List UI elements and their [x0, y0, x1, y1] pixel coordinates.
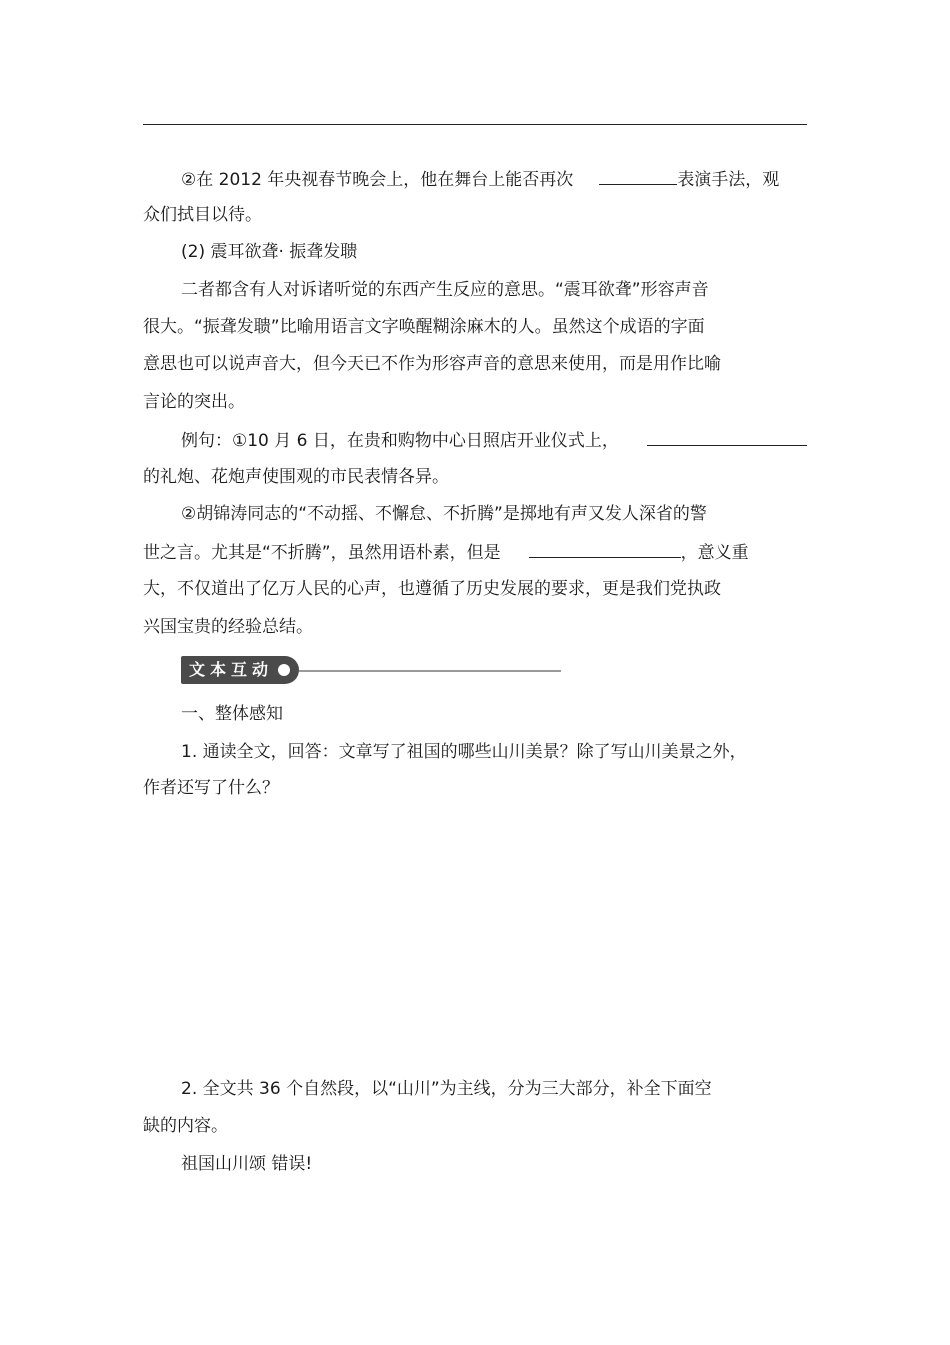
fill-blank[interactable] [529, 541, 681, 558]
explanation-line-1: 二者都含有人对诉诸听觉的东西产生反应的意思。“震耳欲聋”形容声音 [181, 280, 709, 300]
text-segment: 世之言。尤其是“不折腾”，虽然用语朴素，但是 [143, 543, 501, 563]
header-rule [143, 124, 807, 125]
example-sentence-2-line-1 [181, 168, 779, 190]
idiom-pair-heading: (2) 震耳欲聋· 振聋发聩 [181, 242, 358, 262]
text-segment: ②在 2012 年央视春节晚会上，他在舞台上能否再次 [181, 170, 574, 190]
example-2-line-4: 兴国宝贵的经验总结。 [143, 617, 313, 637]
text-segment: 例句：①10 月 6 日，在贵和购物中心日照店开业仪式上， [181, 431, 619, 451]
question-2-line-3: 祖国山川颂 错误! [181, 1154, 313, 1174]
question-2-line-2: 缺的内容。 [143, 1116, 228, 1136]
bullet-dot-icon [278, 664, 290, 676]
example-2-line-3: 大，不仅道出了亿万人民的心声，也遵循了历史发展的要求，更是我们党执政 [143, 579, 721, 599]
explanation-line-3: 意思也可以说声音大，但今天已不作为形容声音的意思来使用，而是用作比喻 [143, 354, 721, 374]
text-segment: 表演手法，观 [677, 170, 780, 190]
section-title: 文本互动 [181, 656, 299, 684]
explanation-line-4: 言论的突出。 [143, 392, 245, 412]
text-segment: ，意义重 [680, 543, 749, 563]
question-1-line-1: 1. 通读全文，回答：文章写了祖国的哪些山川美景？除了写山川美景之外， [181, 742, 747, 762]
fill-blank[interactable] [599, 168, 677, 185]
question-2-line-1: 2. 全文共 36 个自然段，以“山川”为主线，分为三大部分，补全下面空 [181, 1079, 712, 1099]
example-2-line-1: ②胡锦涛同志的“不动摇、不懈怠、不折腾”是掷地有声又发人深省的警 [181, 504, 707, 524]
example-1-line-1 [181, 429, 807, 451]
example-2-line-2 [143, 541, 749, 563]
example-1-line-2: 的礼炮、花炮声使围观的市民表情各异。 [143, 467, 449, 487]
section-header [181, 656, 561, 684]
explanation-line-2: 很大。“振聋发聩”比喻用语言文字唤醒糊涂麻木的人。虽然这个成语的字面 [143, 317, 705, 337]
question-1-line-2: 作者还写了什么？ [143, 778, 279, 798]
fill-blank[interactable] [647, 429, 807, 446]
section-rule [299, 670, 561, 672]
overview-heading: 一、整体感知 [181, 704, 283, 724]
example-sentence-2-line-2: 众们拭目以待。 [143, 205, 262, 225]
